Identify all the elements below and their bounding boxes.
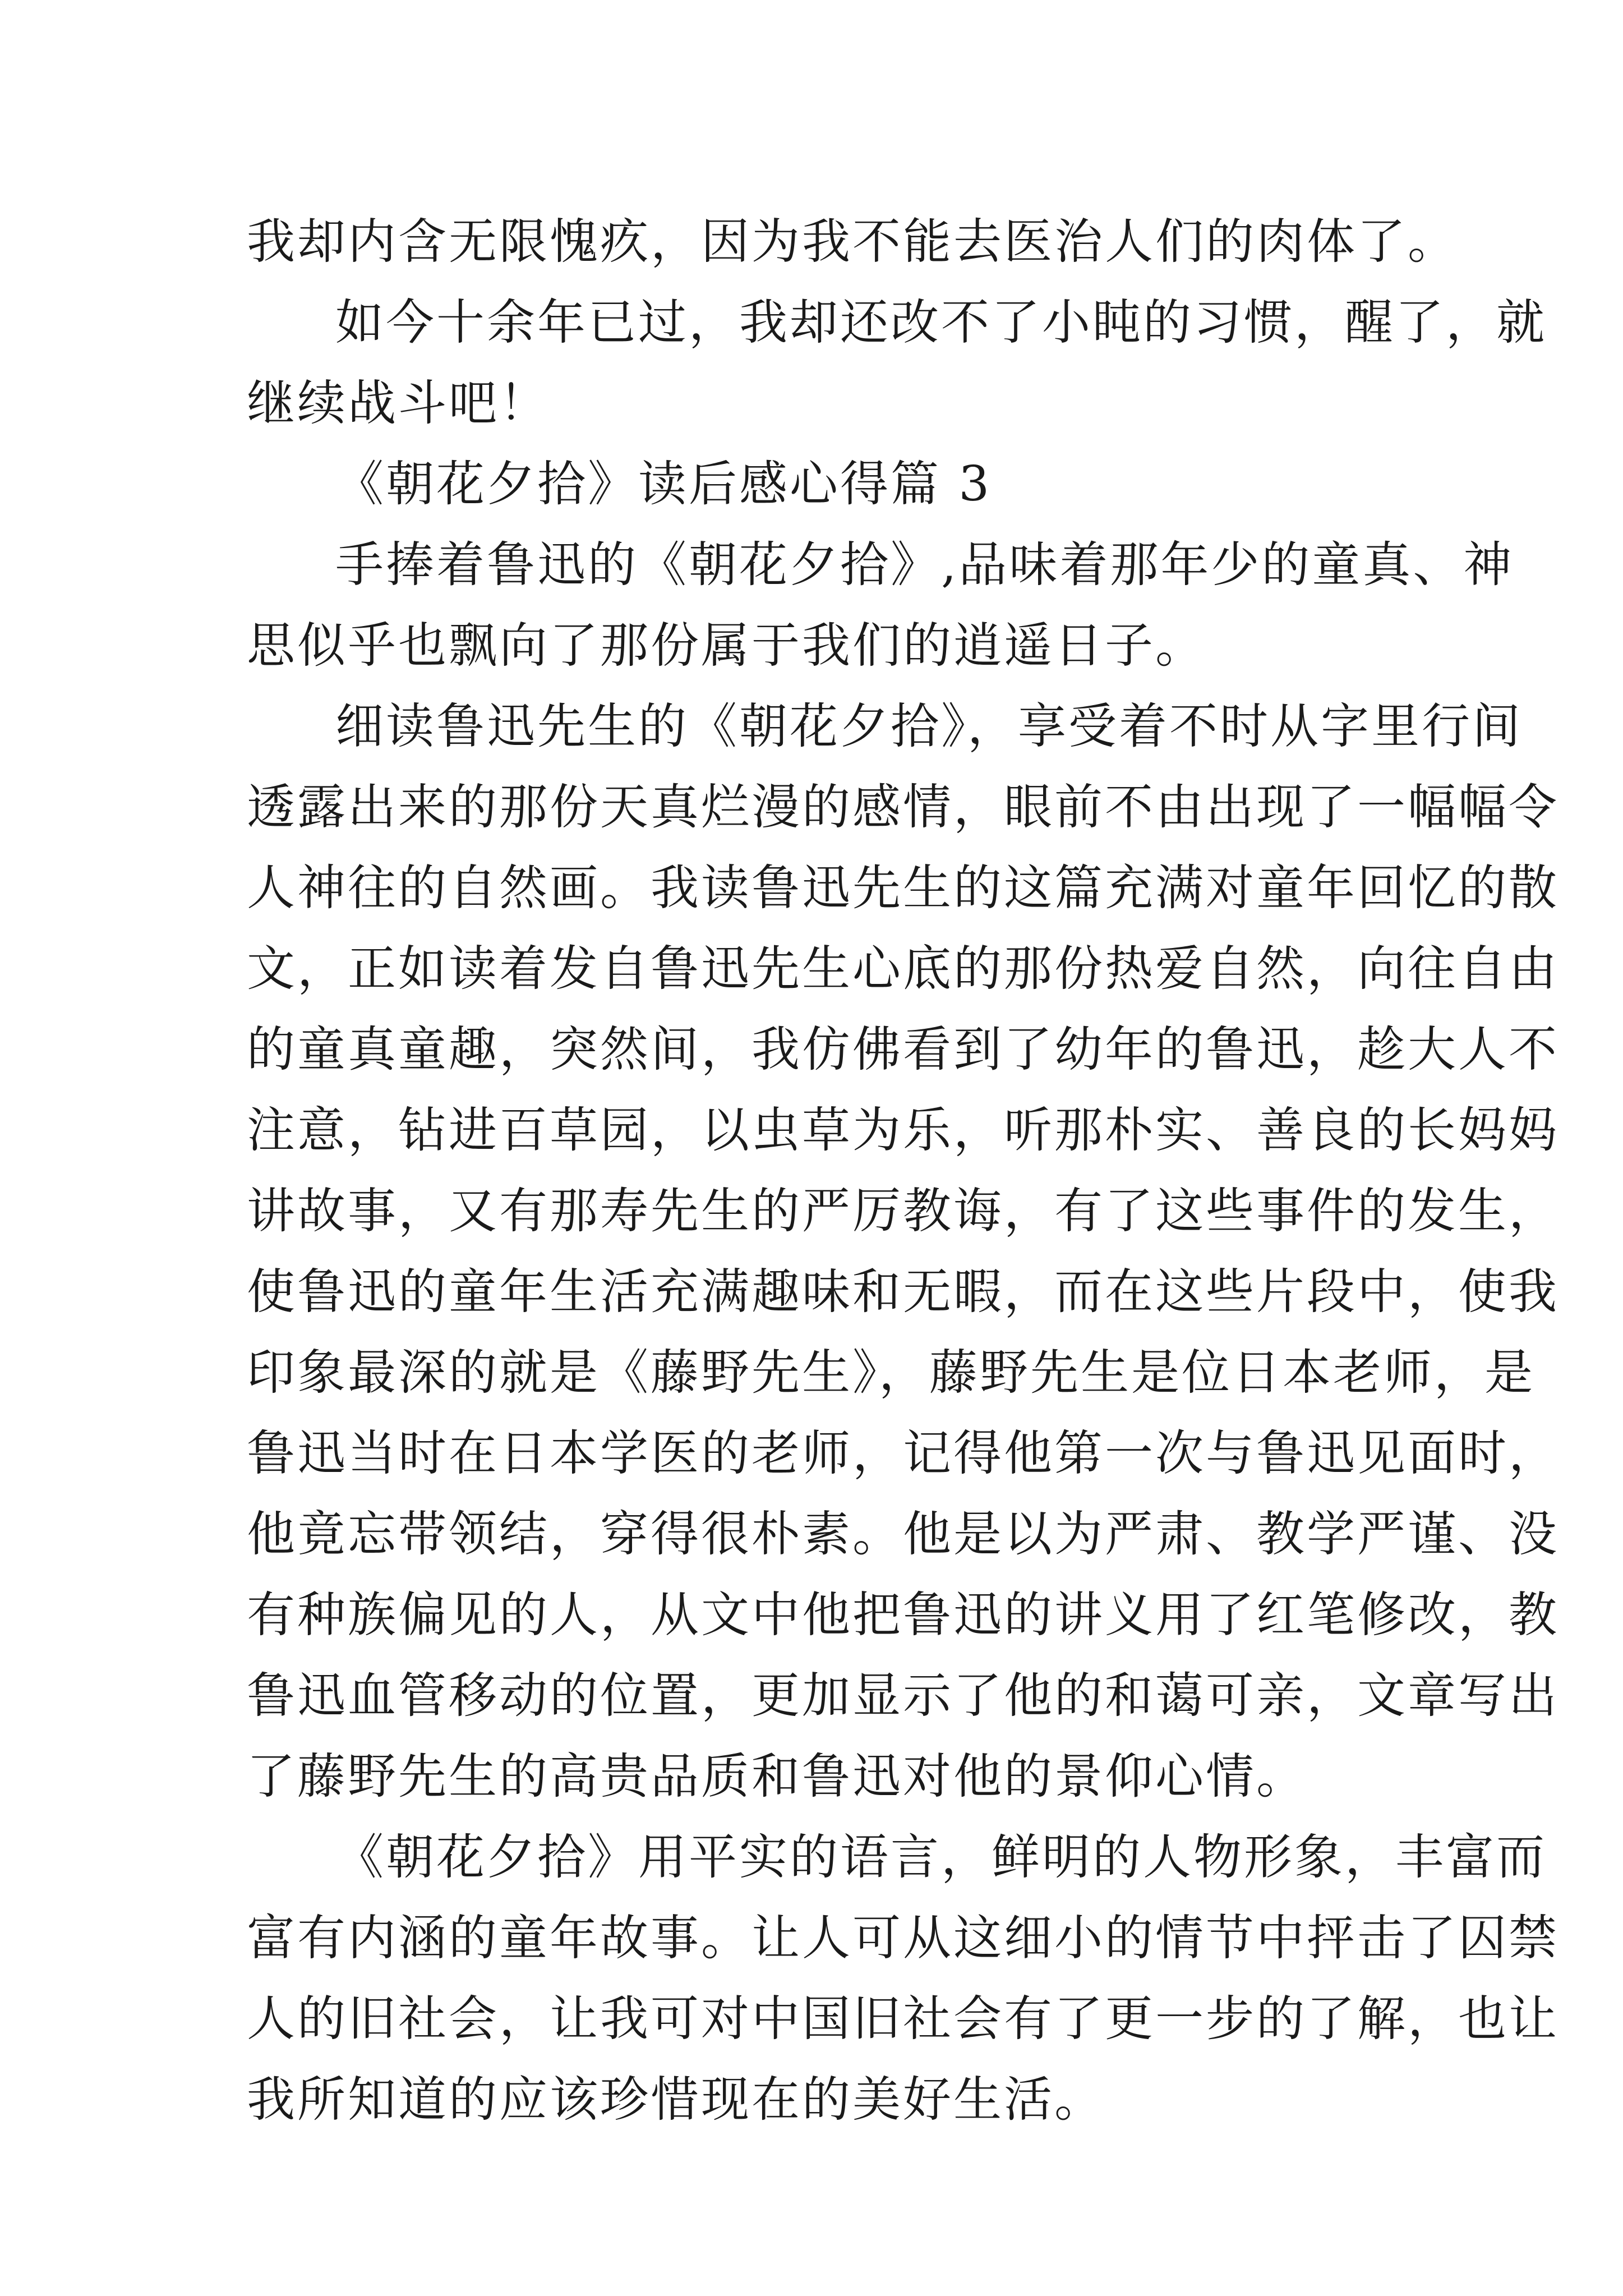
text-line: 透露出来的那份天真烂漫的感情，眼前不由出现了一幅幅令 (247, 779, 1559, 835)
text-line: 我所知道的应该珍惜现在的美好生活。 (247, 2072, 1105, 2128)
text-line: 鲁迅当时在日本学医的老师，记得他第一次与鲁迅见面时， (247, 1425, 1559, 1481)
text-line: 如今十余年已过，我却还改不了小盹的习惯，醒了，就 (335, 295, 1547, 351)
text-line: 思似乎也飘向了那份属于我们的逍遥日子。 (247, 618, 1206, 674)
text-line: 细读鲁迅先生的《朝花夕拾》，享受着不时从字里行间 (335, 698, 1523, 754)
text-line: 《朝花夕拾》用平实的语言，鲜明的人物形象，丰富而 (335, 1829, 1547, 1885)
text-line: 人神往的自然画。我读鲁迅先生的这篇充满对童年回忆的散 (247, 860, 1559, 916)
text-line: 使鲁迅的童年生活充满趣味和无暇，而在这些片段中，使我 (247, 1264, 1559, 1320)
text-line: 继续战斗吧！ (247, 375, 550, 431)
text-line: 有种族偏见的人，从文中他把鲁迅的讲义用了红笔修改，教 (247, 1587, 1559, 1643)
text-line: 文，正如读着发自鲁迅先生心底的那份热爱自然，向往自由 (247, 941, 1559, 997)
text-line: 的童真童趣，突然间，我仿佛看到了幼年的鲁迅，趁大人不 (247, 1022, 1559, 1078)
text-line: 了藤野先生的高贵品质和鲁迅对他的景仰心情。 (247, 1749, 1307, 1805)
text-line: 富有内涵的童年故事。让人可从这细小的情节中抨击了囚禁 (247, 1910, 1559, 1966)
text-line: 他竟忘带领结，穿得很朴素。他是以为严肃、教学严谨、没 (247, 1506, 1559, 1562)
text-line: 注意，钻进百草园，以虫草为乐，听那朴实、善良的长妈妈 (247, 1102, 1559, 1158)
text-line: 人的旧社会，让我可对中国旧社会有了更一步的了解，也让 (247, 1991, 1559, 2047)
text-line: 讲故事，又有那寿先生的严厉教诲，有了这些事件的发生， (247, 1183, 1559, 1239)
section-heading: 《朝花夕拾》读后感心得篇 3 (335, 456, 992, 512)
text-line: 手捧着鲁迅的《朝花夕拾》,品味着那年少的童真、神 (335, 537, 1514, 593)
text-line: 我却内含无限愧疚，因为我不能去医治人们的肉体了。 (247, 214, 1458, 270)
text-line: 鲁迅血管移动的位置，更加显示了他的和蔼可亲，文章写出 (247, 1668, 1559, 1724)
text-line: 印象最深的就是《藤野先生》，藤野先生是位日本老师，是 (247, 1345, 1535, 1401)
